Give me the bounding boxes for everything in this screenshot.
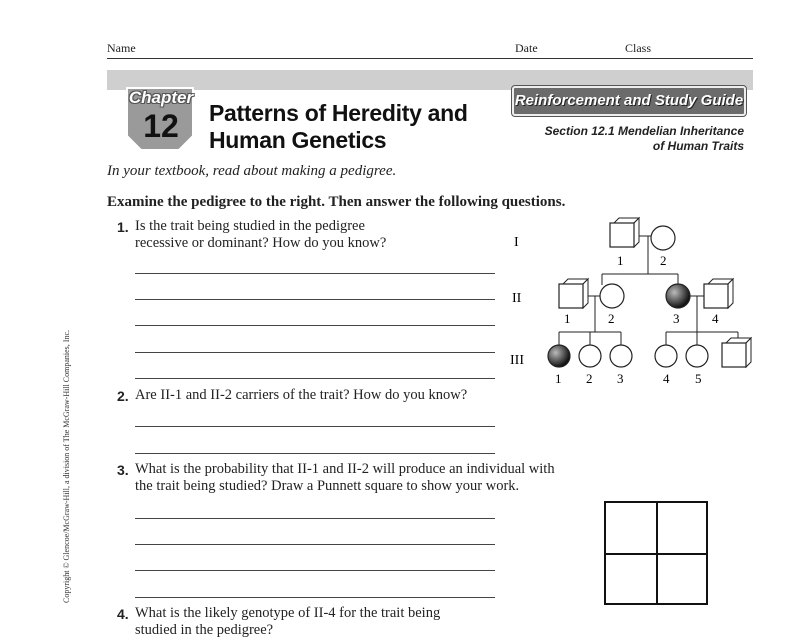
gen2-number-2: 2 [608,311,615,326]
question-3-line-1: What is the probability that II-1 and II-2 will produce an individual with [135,461,555,477]
study-guide-banner [512,86,746,116]
answer-line[interactable] [135,426,495,427]
answer-line[interactable] [135,273,495,274]
question-3-text [135,461,555,495]
gen1-female-2 [651,226,675,250]
question-1-text [135,218,386,252]
section-heading [545,124,744,154]
question-2-number: 2. [117,388,129,404]
class-label: Class [625,41,652,55]
question-4-text [135,605,440,639]
punnett-square[interactable] [604,501,708,605]
copyright-sidebar: Copyright © Glencoe/McGraw-Hill, a division of The McGraw-Hill Companies, Inc. [62,330,71,603]
answer-line[interactable] [135,325,495,326]
gen3-female-5 [686,345,708,367]
gen3-female-3 [610,345,632,367]
question-1-line-2: recessive or dominant? How do you know? [135,235,387,251]
gen1-number-2: 2 [660,253,667,268]
gen3-female-2 [579,345,601,367]
gen3-number-1: 1 [555,371,562,386]
gen3-male-6 [722,338,751,367]
section-line-2: of Human Traits [652,139,744,153]
header-rule [107,58,753,59]
answer-line[interactable] [135,544,495,545]
gen2-male-1 [559,279,588,308]
gen2-number-3: 3 [673,311,680,326]
question-3-line-2: the trait being studied? Draw a Punnett square to show your work. [135,478,520,494]
gen1-number-1: 1 [617,253,624,268]
gen3-number-3: 3 [617,371,624,386]
title-line-2: Human Genetics [209,127,387,153]
question-4-line-2: studied in the pedigree? [135,622,274,638]
gen3-number-5: 5 [695,371,702,386]
answer-line[interactable] [135,352,495,353]
answer-line[interactable] [135,570,495,571]
question-2-text: Are II-1 and II-2 carriers of the trait? How do you know? [135,387,468,403]
question-1-number: 1. [117,219,129,235]
page-title [209,100,468,154]
instruction-text: Examine the pedigree to the right. Then answer the following questions. [107,194,566,210]
gen2-male-4 [704,279,733,308]
answer-line[interactable] [135,453,495,454]
question-3-number: 3. [117,462,129,478]
gen3-affected-female-1 [548,345,570,367]
gen2-female-2 [600,284,624,308]
gen2-affected-female-3 [666,284,690,308]
answer-line[interactable] [135,299,495,300]
name-label: Name [107,41,136,55]
question-4-line-1: What is the likely genotype of II-4 for the trait being [135,605,441,621]
gen3-number-4: 4 [663,371,670,386]
question-1-line-1: Is the trait being studied in the pedigree [135,218,365,234]
generation-label-3: III [510,353,524,368]
gen2-number-1: 1 [564,311,571,326]
chapter-word: Chapter [128,88,194,107]
gen2-number-4: 4 [712,311,719,326]
answer-line[interactable] [135,597,495,598]
section-line-1: Section 12.1 Mendelian Inheritance [544,124,744,138]
intro-text: In your textbook, read about making a pedigree. [107,163,397,179]
title-line-1: Patterns of Heredity and [209,100,468,126]
gen1-male-1 [610,218,639,247]
pedigree-chart [500,210,770,395]
date-label: Date [515,41,538,55]
chapter-number: 12 [143,108,179,144]
question-4-number: 4. [117,606,129,622]
generation-label-2: II [512,291,522,306]
gen3-female-4 [655,345,677,367]
answer-line[interactable] [135,518,495,519]
study-guide-text: Reinforcement and Study Guide [514,92,744,109]
answer-line[interactable] [135,378,495,379]
gen3-number-2: 2 [586,371,593,386]
generation-label-1: I [514,235,519,250]
